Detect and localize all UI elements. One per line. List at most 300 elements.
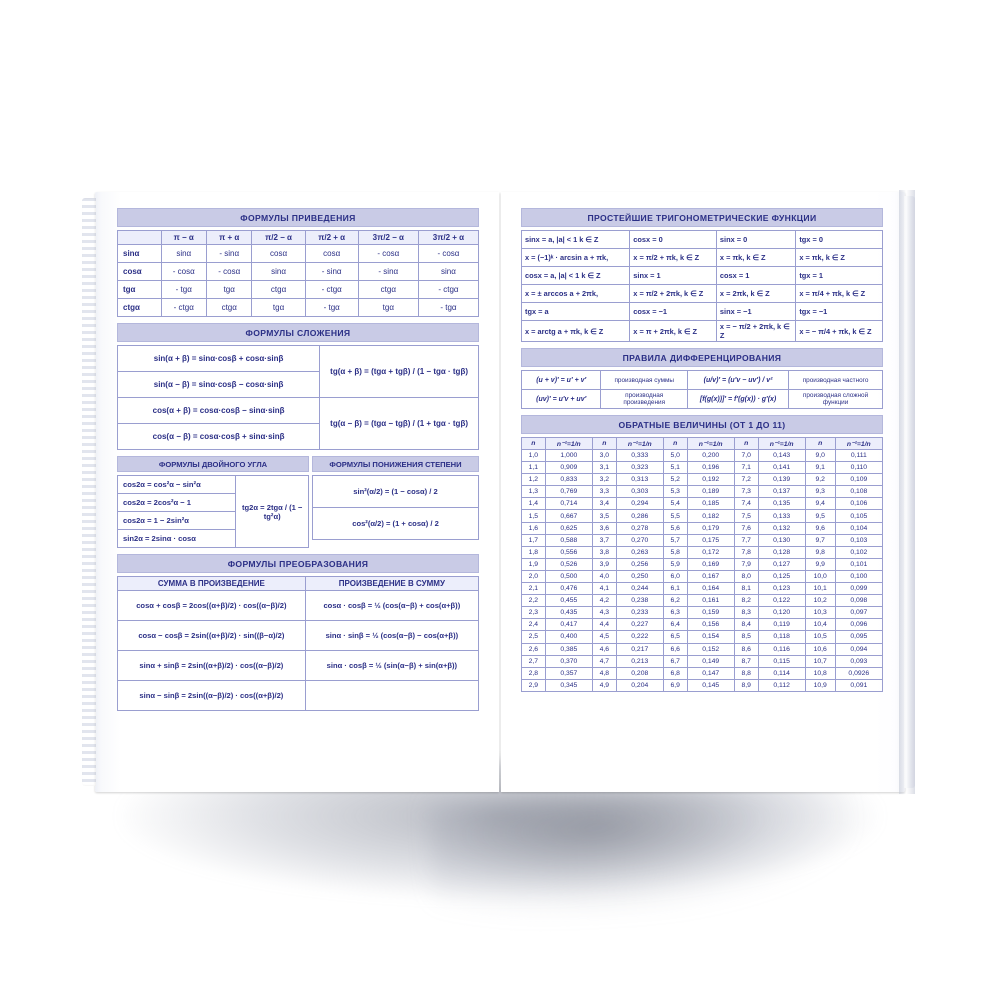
table-row bbox=[118, 299, 479, 317]
cell: 0,455 bbox=[545, 595, 592, 607]
cell: tgα bbox=[252, 299, 305, 317]
cell: 0,192 bbox=[687, 474, 734, 486]
table-transformation bbox=[117, 576, 479, 711]
left-page bbox=[95, 192, 499, 792]
cell: 2,2 bbox=[522, 595, 546, 607]
cell: 0,141 bbox=[758, 462, 805, 474]
cell: sinα · sinβ = ½ (cos(α−β) − cos(α+β)) bbox=[305, 621, 478, 651]
cell: tgx = 1 bbox=[796, 267, 883, 285]
cell: 3,2 bbox=[592, 474, 616, 486]
cell: 0,135 bbox=[758, 498, 805, 510]
cell: sin²(α/2) = (1 − cosα) / 2 bbox=[313, 476, 479, 508]
table-row bbox=[118, 263, 479, 281]
cell: - ctgα bbox=[305, 281, 358, 299]
cell: 2,4 bbox=[522, 619, 546, 631]
cell: 0,345 bbox=[545, 679, 592, 691]
cell: 10,4 bbox=[805, 619, 835, 631]
cell: 7,9 bbox=[734, 558, 758, 570]
cell: 0,130 bbox=[758, 534, 805, 546]
cell: 1,4 bbox=[522, 498, 546, 510]
cell: 6,7 bbox=[663, 655, 687, 667]
cell: 1,0 bbox=[522, 450, 546, 462]
cell: x = π/2 + πk, k ∈ Z bbox=[630, 249, 717, 267]
cell: 4,9 bbox=[592, 679, 616, 691]
table-row bbox=[118, 398, 479, 424]
cell: производная частного bbox=[789, 371, 883, 390]
cell: cosα bbox=[305, 245, 358, 263]
cell: 0,667 bbox=[545, 510, 592, 522]
cell: 3,6 bbox=[592, 522, 616, 534]
cell: 10,8 bbox=[805, 667, 835, 679]
cell: 0,109 bbox=[835, 474, 882, 486]
cell: cos2α = 1 − 2sin²α bbox=[118, 512, 236, 530]
cell: 7,7 bbox=[734, 534, 758, 546]
cell: 0,185 bbox=[687, 498, 734, 510]
cell: 9,4 bbox=[805, 498, 835, 510]
table-row bbox=[522, 667, 883, 679]
table-row bbox=[522, 643, 883, 655]
cell: 0,103 bbox=[835, 534, 882, 546]
cell: 0,095 bbox=[835, 631, 882, 643]
cell: 0,286 bbox=[616, 510, 663, 522]
cell: tgα bbox=[118, 281, 162, 299]
cell: n⁻¹=1/n bbox=[687, 438, 734, 450]
cell: (uv)′ = u′v + uv′ bbox=[522, 390, 601, 409]
cell: 0,357 bbox=[545, 667, 592, 679]
cell: 10,9 bbox=[805, 679, 835, 691]
cell: 10,1 bbox=[805, 583, 835, 595]
cell: 0,244 bbox=[616, 583, 663, 595]
cell: 0,152 bbox=[687, 643, 734, 655]
cell: 3π/2 − α bbox=[358, 231, 418, 245]
table-row-header bbox=[118, 577, 479, 591]
cell: 0,182 bbox=[687, 510, 734, 522]
table-row bbox=[118, 651, 479, 681]
cell: π + α bbox=[206, 231, 251, 245]
cell: 1,3 bbox=[522, 486, 546, 498]
cell: 10,3 bbox=[805, 607, 835, 619]
table-row bbox=[522, 583, 883, 595]
page-edge-left bbox=[82, 198, 96, 786]
cell: 5,0 bbox=[663, 450, 687, 462]
cell: cosx = 0 bbox=[630, 231, 717, 249]
cell: cosα bbox=[118, 263, 162, 281]
cell: cos(α + β) = cosα·cosβ − sinα·sinβ bbox=[118, 398, 320, 424]
cell: x = πk, k ∈ Z bbox=[796, 249, 883, 267]
cell: x = (−1)ᵏ · arcsin a + πk, bbox=[522, 249, 630, 267]
table-differentiation bbox=[521, 370, 883, 409]
cell: 0,200 bbox=[687, 450, 734, 462]
cell: 10,6 bbox=[805, 643, 835, 655]
table-row bbox=[522, 679, 883, 691]
cell: ctgα bbox=[358, 281, 418, 299]
cell: 4,0 bbox=[592, 570, 616, 582]
cell: 0,097 bbox=[835, 607, 882, 619]
table-row bbox=[522, 371, 883, 390]
cell: 6,5 bbox=[663, 631, 687, 643]
cell: 0,123 bbox=[758, 583, 805, 595]
cell: 4,7 bbox=[592, 655, 616, 667]
cell: 0,526 bbox=[545, 558, 592, 570]
cell: 0,303 bbox=[616, 486, 663, 498]
cell: 9,6 bbox=[805, 522, 835, 534]
cell: n⁻¹=1/n bbox=[616, 438, 663, 450]
table-row bbox=[118, 281, 479, 299]
cell: 1,8 bbox=[522, 546, 546, 558]
table-row bbox=[118, 346, 479, 372]
table-row bbox=[522, 462, 883, 474]
table-row bbox=[522, 231, 883, 249]
cell: 5,4 bbox=[663, 498, 687, 510]
table-power-reduction bbox=[312, 475, 479, 540]
cell: 3π/2 + α bbox=[418, 231, 478, 245]
cell: n bbox=[805, 438, 835, 450]
table-row bbox=[522, 595, 883, 607]
cell: 8,0 bbox=[734, 570, 758, 582]
cell: 8,9 bbox=[734, 679, 758, 691]
cell: - tgα bbox=[161, 281, 206, 299]
cell: 3,0 bbox=[592, 450, 616, 462]
cell: 7,6 bbox=[734, 522, 758, 534]
section-title-differentiation: ПРАВИЛА ДИФФЕРЕНЦИРОВАНИЯ bbox=[521, 348, 883, 367]
cell: 1,000 bbox=[545, 450, 592, 462]
cell: 7,3 bbox=[734, 486, 758, 498]
cell: 0,250 bbox=[616, 570, 663, 582]
cell: 8,8 bbox=[734, 667, 758, 679]
cell: sinx = 1 bbox=[630, 267, 717, 285]
cell: 8,2 bbox=[734, 595, 758, 607]
cell: cosα bbox=[252, 245, 305, 263]
right-page-content bbox=[521, 208, 883, 698]
cell: sinx = 0 bbox=[716, 231, 795, 249]
cell: 1,1 bbox=[522, 462, 546, 474]
cell: 2,9 bbox=[522, 679, 546, 691]
open-booklet bbox=[95, 192, 905, 800]
cell: СУММА В ПРОИЗВЕДЕНИЕ bbox=[118, 577, 306, 591]
section-title-simplest-trig: ПРОСТЕЙШИЕ ТРИГОНОМЕТРИЧЕСКИЕ ФУНКЦИИ bbox=[521, 208, 883, 227]
cell: cosx = −1 bbox=[630, 303, 717, 321]
cell: 3,7 bbox=[592, 534, 616, 546]
cell: 0,217 bbox=[616, 643, 663, 655]
cell: 0,093 bbox=[835, 655, 882, 667]
cell: 6,6 bbox=[663, 643, 687, 655]
cell: n bbox=[522, 438, 546, 450]
cell: 0,909 bbox=[545, 462, 592, 474]
cell: 0,128 bbox=[758, 546, 805, 558]
cell: 0,120 bbox=[758, 607, 805, 619]
cell: 0,108 bbox=[835, 486, 882, 498]
cell: 0,122 bbox=[758, 595, 805, 607]
cell: 1,5 bbox=[522, 510, 546, 522]
cell: (u/v)′ = (u′v − uv′) / v² bbox=[688, 371, 789, 390]
cell: 0,625 bbox=[545, 522, 592, 534]
cell: 4,3 bbox=[592, 607, 616, 619]
cell: 0,149 bbox=[687, 655, 734, 667]
cell: 0,400 bbox=[545, 631, 592, 643]
cell: 1,2 bbox=[522, 474, 546, 486]
table-row bbox=[522, 546, 883, 558]
cell: 0,238 bbox=[616, 595, 663, 607]
section-power-reduction bbox=[312, 456, 479, 548]
cell: sinα bbox=[161, 245, 206, 263]
cell: 4,5 bbox=[592, 631, 616, 643]
cell: 0,175 bbox=[687, 534, 734, 546]
cell: cosα − cosβ = 2sin((α+β)/2) · sin((β−α)/2) bbox=[118, 621, 306, 651]
cell: tg2α = 2tgα / (1 − tg²α) bbox=[236, 476, 309, 548]
section-title-double-angle: ФОРМУЛЫ ДВОЙНОГО УГЛА bbox=[117, 456, 309, 472]
table-row bbox=[522, 390, 883, 409]
cell: - cosα bbox=[418, 245, 478, 263]
section-title-reduction: ФОРМУЛЫ ПРИВЕДЕНИЯ bbox=[117, 208, 479, 227]
cell: производная сложной функции bbox=[789, 390, 883, 409]
section-double-angle bbox=[117, 456, 309, 548]
cell: 0,222 bbox=[616, 631, 663, 643]
cell: производная произведения bbox=[601, 390, 688, 409]
table-row bbox=[118, 245, 479, 263]
cell: cosx = a, |a| < 1 k ∈ Z bbox=[522, 267, 630, 285]
cell: 9,3 bbox=[805, 486, 835, 498]
cell: x = 2πk, k ∈ Z bbox=[716, 285, 795, 303]
cell: 0,294 bbox=[616, 498, 663, 510]
table-row bbox=[522, 558, 883, 570]
cell: 0,100 bbox=[835, 570, 882, 582]
cell: 0,137 bbox=[758, 486, 805, 498]
table-row bbox=[522, 303, 883, 321]
cell: π/2 − α bbox=[252, 231, 305, 245]
cell: производная суммы bbox=[601, 371, 688, 390]
cell: 0,204 bbox=[616, 679, 663, 691]
table-row bbox=[522, 498, 883, 510]
cell bbox=[118, 231, 162, 245]
cell: 0,115 bbox=[758, 655, 805, 667]
cell: 8,3 bbox=[734, 607, 758, 619]
cell: - cosα bbox=[161, 263, 206, 281]
table-row bbox=[522, 619, 883, 631]
cell: 0,417 bbox=[545, 619, 592, 631]
cell: x = − π/4 + πk, k ∈ Z bbox=[796, 321, 883, 342]
cell: 7,2 bbox=[734, 474, 758, 486]
cell: 5,1 bbox=[663, 462, 687, 474]
cell: - sinα bbox=[305, 263, 358, 281]
cell: x = πk, k ∈ Z bbox=[716, 249, 795, 267]
cell: 2,6 bbox=[522, 643, 546, 655]
cell: 0,179 bbox=[687, 522, 734, 534]
cell: 0,101 bbox=[835, 558, 882, 570]
cell: - sinα bbox=[206, 245, 251, 263]
table-reduction bbox=[117, 230, 479, 317]
cell: 7,5 bbox=[734, 510, 758, 522]
cell: 9,7 bbox=[805, 534, 835, 546]
cell: 6,8 bbox=[663, 667, 687, 679]
cell: 0,270 bbox=[616, 534, 663, 546]
cell: tgx = 0 bbox=[796, 231, 883, 249]
cell: 0,127 bbox=[758, 558, 805, 570]
cell: 0,370 bbox=[545, 655, 592, 667]
cell: tg(α + β) = (tgα + tgβ) / (1 − tgα · tgβ) bbox=[320, 346, 479, 398]
cell: 2,5 bbox=[522, 631, 546, 643]
section-transformation bbox=[117, 554, 479, 711]
table-row bbox=[522, 321, 883, 342]
cell: 0,227 bbox=[616, 619, 663, 631]
cell: n bbox=[734, 438, 758, 450]
table-row bbox=[522, 450, 883, 462]
cell: 8,6 bbox=[734, 643, 758, 655]
cell: 5,2 bbox=[663, 474, 687, 486]
table-row bbox=[522, 285, 883, 303]
cell: 2,7 bbox=[522, 655, 546, 667]
cell: 0,133 bbox=[758, 510, 805, 522]
cell: 1,7 bbox=[522, 534, 546, 546]
cell: 3,1 bbox=[592, 462, 616, 474]
cell: 8,1 bbox=[734, 583, 758, 595]
section-title-power-reduction: ФОРМУЛЫ ПОНИЖЕНИЯ СТЕПЕНИ bbox=[312, 456, 479, 472]
cell: tgx = −1 bbox=[796, 303, 883, 321]
section-title-addition: ФОРМУЛЫ СЛОЖЕНИЯ bbox=[117, 323, 479, 342]
cell: 0,500 bbox=[545, 570, 592, 582]
section-reduction bbox=[117, 208, 479, 317]
cell: 6,9 bbox=[663, 679, 687, 691]
cell: 0,098 bbox=[835, 595, 882, 607]
cell: x = ± arccos a + 2πk, bbox=[522, 285, 630, 303]
cell: sinα · cosβ = ½ (sin(α−β) + sin(α+β)) bbox=[305, 651, 478, 681]
table-row bbox=[522, 570, 883, 582]
cell: 0,164 bbox=[687, 583, 734, 595]
cell: 2,0 bbox=[522, 570, 546, 582]
cell: 5,7 bbox=[663, 534, 687, 546]
cell: 0,143 bbox=[758, 450, 805, 462]
cell: cos²(α/2) = (1 + cosα) / 2 bbox=[313, 508, 479, 540]
table-simplest-trig bbox=[521, 230, 883, 342]
cell: 2,3 bbox=[522, 607, 546, 619]
cell: 9,2 bbox=[805, 474, 835, 486]
cell: 0,169 bbox=[687, 558, 734, 570]
cell: 0,118 bbox=[758, 631, 805, 643]
cell: 0,385 bbox=[545, 643, 592, 655]
table-row bbox=[522, 607, 883, 619]
cell: 5,9 bbox=[663, 558, 687, 570]
cell: cos2α = cos²α − sin²α bbox=[118, 476, 236, 494]
cell: 10,2 bbox=[805, 595, 835, 607]
table-row bbox=[118, 591, 479, 621]
table-row-header bbox=[522, 438, 883, 450]
cell: 0,278 bbox=[616, 522, 663, 534]
cell: cosα · cosβ = ½ (cos(α−β) + cos(α+β)) bbox=[305, 591, 478, 621]
table-row bbox=[522, 486, 883, 498]
cell: tgα bbox=[358, 299, 418, 317]
cell: 5,6 bbox=[663, 522, 687, 534]
cell: 0,769 bbox=[545, 486, 592, 498]
cell: 0,116 bbox=[758, 643, 805, 655]
cell: 0,714 bbox=[545, 498, 592, 510]
cell: sinx = −1 bbox=[716, 303, 795, 321]
cell: 4,8 bbox=[592, 667, 616, 679]
cell: 7,1 bbox=[734, 462, 758, 474]
cell: 7,4 bbox=[734, 498, 758, 510]
cell: 2,1 bbox=[522, 583, 546, 595]
cell: n⁻¹=1/n bbox=[758, 438, 805, 450]
cell: cos2α = 2cos²α − 1 bbox=[118, 494, 236, 512]
cell: 0,323 bbox=[616, 462, 663, 474]
cell: sin(α − β) = sinα·cosβ − cosα·sinβ bbox=[118, 372, 320, 398]
cell: 0,147 bbox=[687, 667, 734, 679]
cell: 0,096 bbox=[835, 619, 882, 631]
cell: cos(α − β) = cosα·cosβ + sinα·sinβ bbox=[118, 424, 320, 450]
cell: 0,094 bbox=[835, 643, 882, 655]
cell: - ctgα bbox=[161, 299, 206, 317]
cell: 4,4 bbox=[592, 619, 616, 631]
cell: sinα bbox=[418, 263, 478, 281]
section-differentiation bbox=[521, 348, 883, 409]
table-double-angle bbox=[117, 475, 309, 548]
cell: x = π + 2πk, k ∈ Z bbox=[630, 321, 717, 342]
cell: 10,5 bbox=[805, 631, 835, 643]
cell: π − α bbox=[161, 231, 206, 245]
cell: 8,7 bbox=[734, 655, 758, 667]
cell: 3,4 bbox=[592, 498, 616, 510]
cell: 4,6 bbox=[592, 643, 616, 655]
section-double-and-power bbox=[117, 456, 479, 548]
cell: 1,9 bbox=[522, 558, 546, 570]
cell: sinα bbox=[118, 245, 162, 263]
cell: 10,7 bbox=[805, 655, 835, 667]
table-row bbox=[118, 621, 479, 651]
cell: 3,9 bbox=[592, 558, 616, 570]
cell: 6,0 bbox=[663, 570, 687, 582]
cell: 0,333 bbox=[616, 450, 663, 462]
cell: 0,106 bbox=[835, 498, 882, 510]
cell: 0,233 bbox=[616, 607, 663, 619]
cell: x = − π/2 + 2πk, k ∈ Z bbox=[716, 321, 795, 342]
cell: 4,2 bbox=[592, 595, 616, 607]
cell: - ctgα bbox=[418, 281, 478, 299]
cell: n bbox=[592, 438, 616, 450]
cell: 0,189 bbox=[687, 486, 734, 498]
cell: 0,111 bbox=[835, 450, 882, 462]
cell: 5,8 bbox=[663, 546, 687, 558]
cell: sinα bbox=[252, 263, 305, 281]
cell: n⁻¹=1/n bbox=[835, 438, 882, 450]
cell: 0,091 bbox=[835, 679, 882, 691]
cell: 3,3 bbox=[592, 486, 616, 498]
cell: 0,476 bbox=[545, 583, 592, 595]
cell: 0,139 bbox=[758, 474, 805, 486]
cell: 0,161 bbox=[687, 595, 734, 607]
cell: 0,833 bbox=[545, 474, 592, 486]
cell: tgx = a bbox=[522, 303, 630, 321]
cell: ctgα bbox=[252, 281, 305, 299]
cell: 6,1 bbox=[663, 583, 687, 595]
section-reciprocals bbox=[521, 415, 883, 692]
table-row bbox=[522, 522, 883, 534]
cell: 0,110 bbox=[835, 462, 882, 474]
cell: 3,5 bbox=[592, 510, 616, 522]
cell: x = π/4 + πk, k ∈ Z bbox=[796, 285, 883, 303]
cell: 0,196 bbox=[687, 462, 734, 474]
cell: 0,167 bbox=[687, 570, 734, 582]
cell: 6,2 bbox=[663, 595, 687, 607]
cell: cosα + cosβ = 2cos((α+β)/2) · cos((α−β)/2) bbox=[118, 591, 306, 621]
cell: 9,8 bbox=[805, 546, 835, 558]
cell: cosx = 1 bbox=[716, 267, 795, 285]
cell: sin(α + β) = sinα·cosβ + cosα·sinβ bbox=[118, 346, 320, 372]
table-row bbox=[313, 476, 479, 508]
cell: 0,132 bbox=[758, 522, 805, 534]
cell: x = π/2 + 2πk, k ∈ Z bbox=[630, 285, 717, 303]
cell: 0,114 bbox=[758, 667, 805, 679]
cell: ПРОИЗВЕДЕНИЕ В СУММУ bbox=[305, 577, 478, 591]
table-row bbox=[522, 510, 883, 522]
cell: 0,213 bbox=[616, 655, 663, 667]
